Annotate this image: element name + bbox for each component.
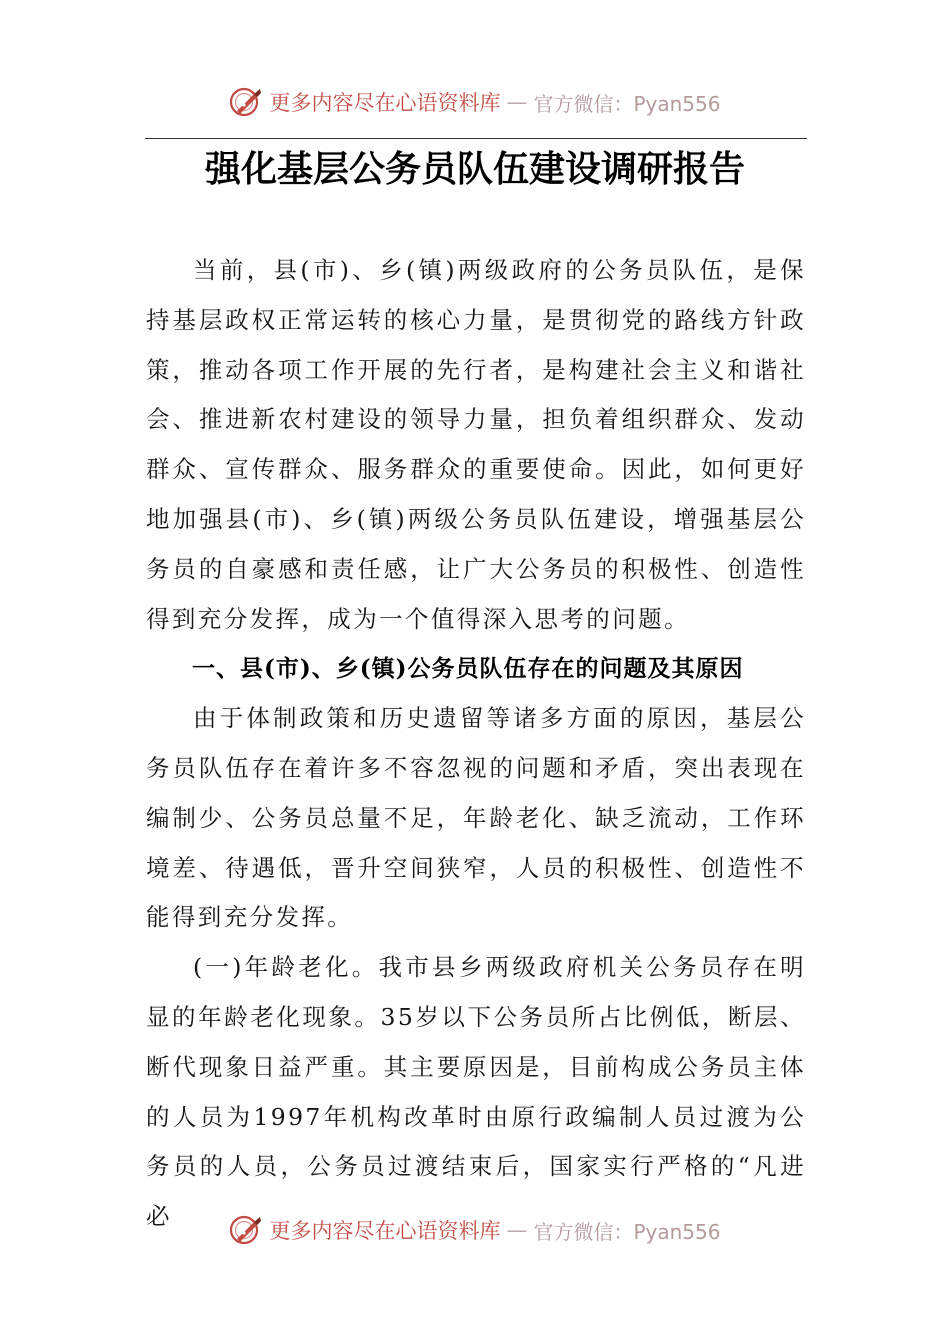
document-body <box>146 246 806 1242</box>
header-divider <box>145 138 807 139</box>
pen-nib-logo-icon <box>229 1213 263 1247</box>
footer-banner-separator: — <box>506 1218 528 1242</box>
header-banner-text: 更多内容尽在心语资料库 <box>269 91 501 115</box>
section-heading: 一、县(市)、乡(镇)公务员队伍存在的问题及其原因 <box>192 655 744 683</box>
section-paragraph: 由于体制政策和历史遗留等诸多方面的原因，基层公务员队伍存在着许多不容忽视的问题和矛盾，突出表现在编制少、公务员总量不足，年龄老化、缺乏流动，工作环境差、待遇低，晋升空间狭窄，人员的积极性、创造性不能得到充分发挥。 <box>146 704 806 932</box>
pen-nib-logo-icon <box>229 85 263 119</box>
footer-banner-text: 更多内容尽在心语资料库 <box>269 1219 501 1243</box>
header-banner-separator: — <box>506 90 528 114</box>
intro-paragraph: 当前，县(市)、乡(镇)两级政府的公务员队伍，是保持基层政权正常运转的核心力量，是贯彻党的路线方针政策，推动各项工作开展的先行者，是构建社会主义和谐社会、推进新农村建设的领导力量，担负着组织群众、发动群众、宣传群众、服务群众的重要使命。因此，如何更好地加强县(市)、乡(镇)两级公务员队伍建设，增强基层公务员的自豪感和责任感，让广大公务员的积极性、创造性得到充分发挥，成为一个值得深入思考的问题。 <box>146 256 806 633</box>
footer-banner-contact: 官方微信：Pyan556 <box>533 1219 721 1244</box>
document-title: 强化基层公务员队伍建设调研报告 <box>204 148 745 190</box>
section-paragraph: (一)年龄老化。我市县乡两级政府机关公务员存在明显的年龄老化现象。35岁以下公务员所占比例低，断层、断代现象日益严重。其主要原因是，目前构成公务员主体的人员为1997年机构改革时由原行政编制人员过渡为公务员的人员，公务员过渡结束后，国家实行严格的“凡进必 <box>146 953 806 1231</box>
footer-banner <box>0 1210 950 1250</box>
header-banner <box>0 82 950 122</box>
header-banner-contact: 官方微信：Pyan556 <box>533 91 721 116</box>
